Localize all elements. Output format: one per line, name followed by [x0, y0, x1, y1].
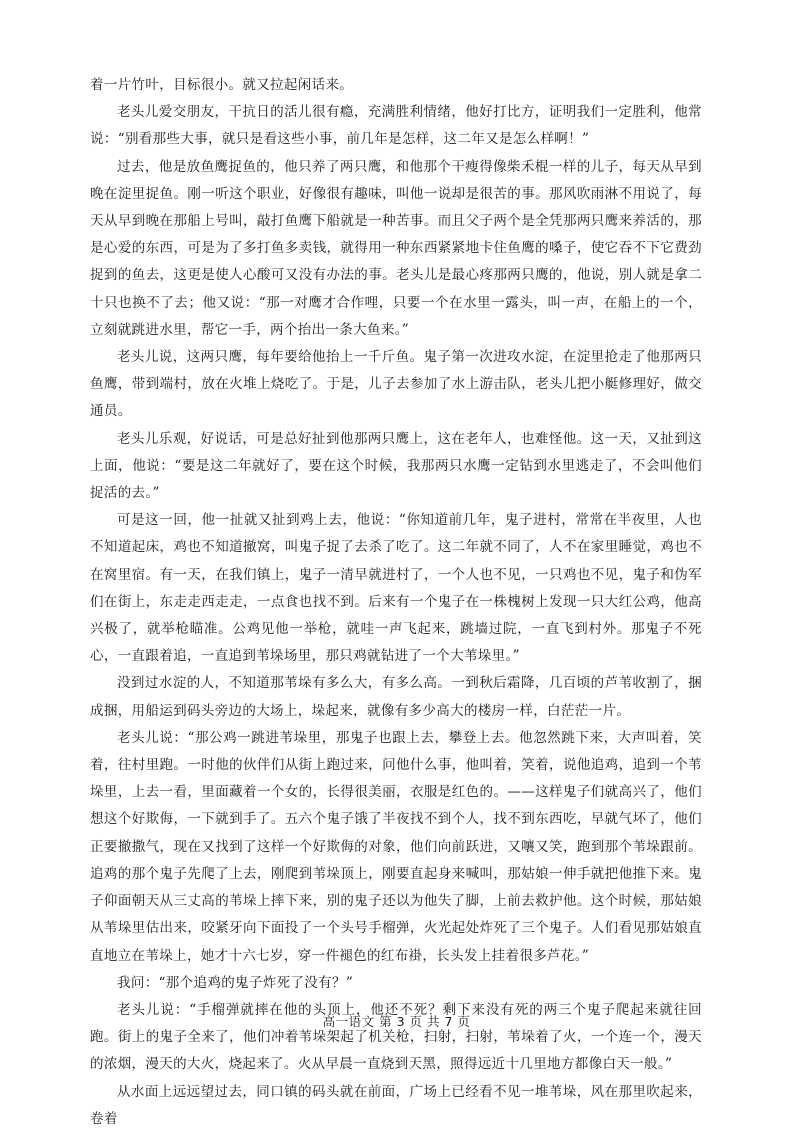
paragraph: 过去，他是放鱼鹰捉鱼的，他只养了两只鹰，和他那个干瘦得像柴禾棍一样的儿子，每天从早到晚在淀里捉鱼。刚一听这个职业，好像很有趣味，叫他一说却是很苦的事。那风吹雨淋不用说了，每天从早到晚在那船上号叫，敲打鱼鹰下船就是一种苦事。而且父子两个是全凭那两只鹰来养活的，那是心爱的东西，可是为了多打鱼多卖钱，就得用一种东西紧紧地卡住鱼鹰的嗓子，使它吞不下它费劲捉到的鱼去，这更是使人心酸可又没有办法的事。老头儿是最心疼那两只鹰的，他说，别人就是拿二十只也换不了去；他又说：“那一对鹰才合作哩，只要一个在水里一露头，叫一声，在船上的一个，立刻就跳进水里，帮它一手，两个抬出一条大鱼来。”	[90, 158, 702, 338]
paragraph: 老头儿说，这两只鹰，每年要给他抬上一千斤鱼。鬼子第一次进攻水淀，在淀里抢走了他那两只鱼鹰，带到端村，放在火堆上烧吃了。于是，儿子去参加了水上游击队，老头儿把小艇修理好，做交通员。	[90, 349, 702, 420]
paragraph: 没到过水淀的人，不知道那苇垛有多么大，有多么高。一到秋后霜降，几百顷的芦苇收割了，捆成捆，用船运到码头旁边的大场上，垛起来，就像有多少高大的楼房一样，白茫茫一片。	[90, 675, 702, 719]
paragraph: 老头儿说：“那公鸡一跳进苇垛里，那鬼子也跟上去，攀登上去。他忽然跳下来，大声叫着，笑着，往村里跑。一时他的伙伴们从街上跑过来，问他什么事，他叫着，笑着，说他追鸡，追到一个苇垛里，上去一看，里面藏着一个女的，长得很美丽，衣服是红色的。——这样鬼子们就高兴了，他们想这个好欺侮，一下就到手了。五六个鬼子饿了半夜找不到个人，找不到东西吃，早就气坏了，他们正要撤撒气，现在又找到了这样一个好欺侮的对象，他们向前跃进，又嚷又笑，跑到那个苇垛跟前。追鸡的那个鬼子先爬了上去，刚爬到苇垛顶上，刚要直起身来喊叫，那姑娘一伸手就把他推下来。鬼子仰面朝天从三丈高的苇垛上摔下来，别的鬼子还以为他失了脚，上前去救护他。这个时候，那姑娘从苇垛里估出来，咬紧牙向下面投了一个头号手榴弹，火光起处炸死了三个鬼子。人们看见那姑娘直直地立在苇垛上，她才十六七岁，穿一件褪色的红布褂，长头发上挂着很多芦花。”	[90, 729, 702, 964]
paragraph: 老头儿爱交朋友，干抗日的活儿很有瘾，充满胜利情绪，他好打比方，证明我们一定胜利，他常说：“别看那些大事，就只是看这些小事，前几年是怎样，这二年又是怎么样啊！”	[90, 104, 702, 148]
paragraph: 老头儿说：“手榴弹就摔在他的头顶上，他还不死？剩下来没有死的两三个鬼子爬起来就往回跑。街上的鬼子全来了，他们冲着苇垛架起了机关枪，扫射，扫射，苇垛着了火，一个连一个，漫天的浓烟，漫天的大火，烧起来了。火从早晨一直烧到天黑，照得远近十几里地方都像白天一般。”	[90, 1001, 702, 1073]
paragraph-continuation: 着一片竹叶，目标很小。就又拉起闲话来。	[90, 77, 354, 93]
paragraph: 可是这一回，他一扯就又扯到鸡上去，他说：“你知道前几年，鬼子进村，常常在半夜里，人也不知道起床，鸡也不知道撤窝，叫鬼子捉了去杀了吃了。这二年就不同了，人不在家里睡觉，鸡也不在窝里宿。有一天，在我们镇上，鬼子一清早就进村了，一个人也不见，一只鸡也不见，鬼子和伪军们在街上，东走走西走走，一点食也找不到。后来有一个鬼子在一株槐树上发现一只大红公鸡，他高兴极了，就举枪瞄准。公鸡见他一举枪，就哇一声飞起来，跳墙过院，一直飞到村外。那鬼子不死心，一直跟着追，一直追到苇垛场里，那只鸡就钻进了一个大苇垛里。”	[90, 512, 702, 665]
article-body	[90, 72, 702, 1133]
paragraph: 我问：“那个追鸡的鬼子炸死了没有？”	[117, 974, 354, 991]
paragraph: 老头儿乐观，好说话，可是总好扯到他那两只鹰上，这在老年人，也难怪他。这一天，又扯到这上面，他说：“要是这二年就好了，要在这个时候，我那两只水鹰一定钻到水里逃走了，不会叫他们捉活的去。”	[90, 430, 702, 502]
page-footer: 高一语文 第 3 页 共 7 页	[322, 1014, 471, 1029]
paragraph: 从水面上远远望过去，同口镇的码头就在前面，广场上已经看不见一堆苇垛，风在那里吹起来，卷着	[90, 1083, 702, 1127]
